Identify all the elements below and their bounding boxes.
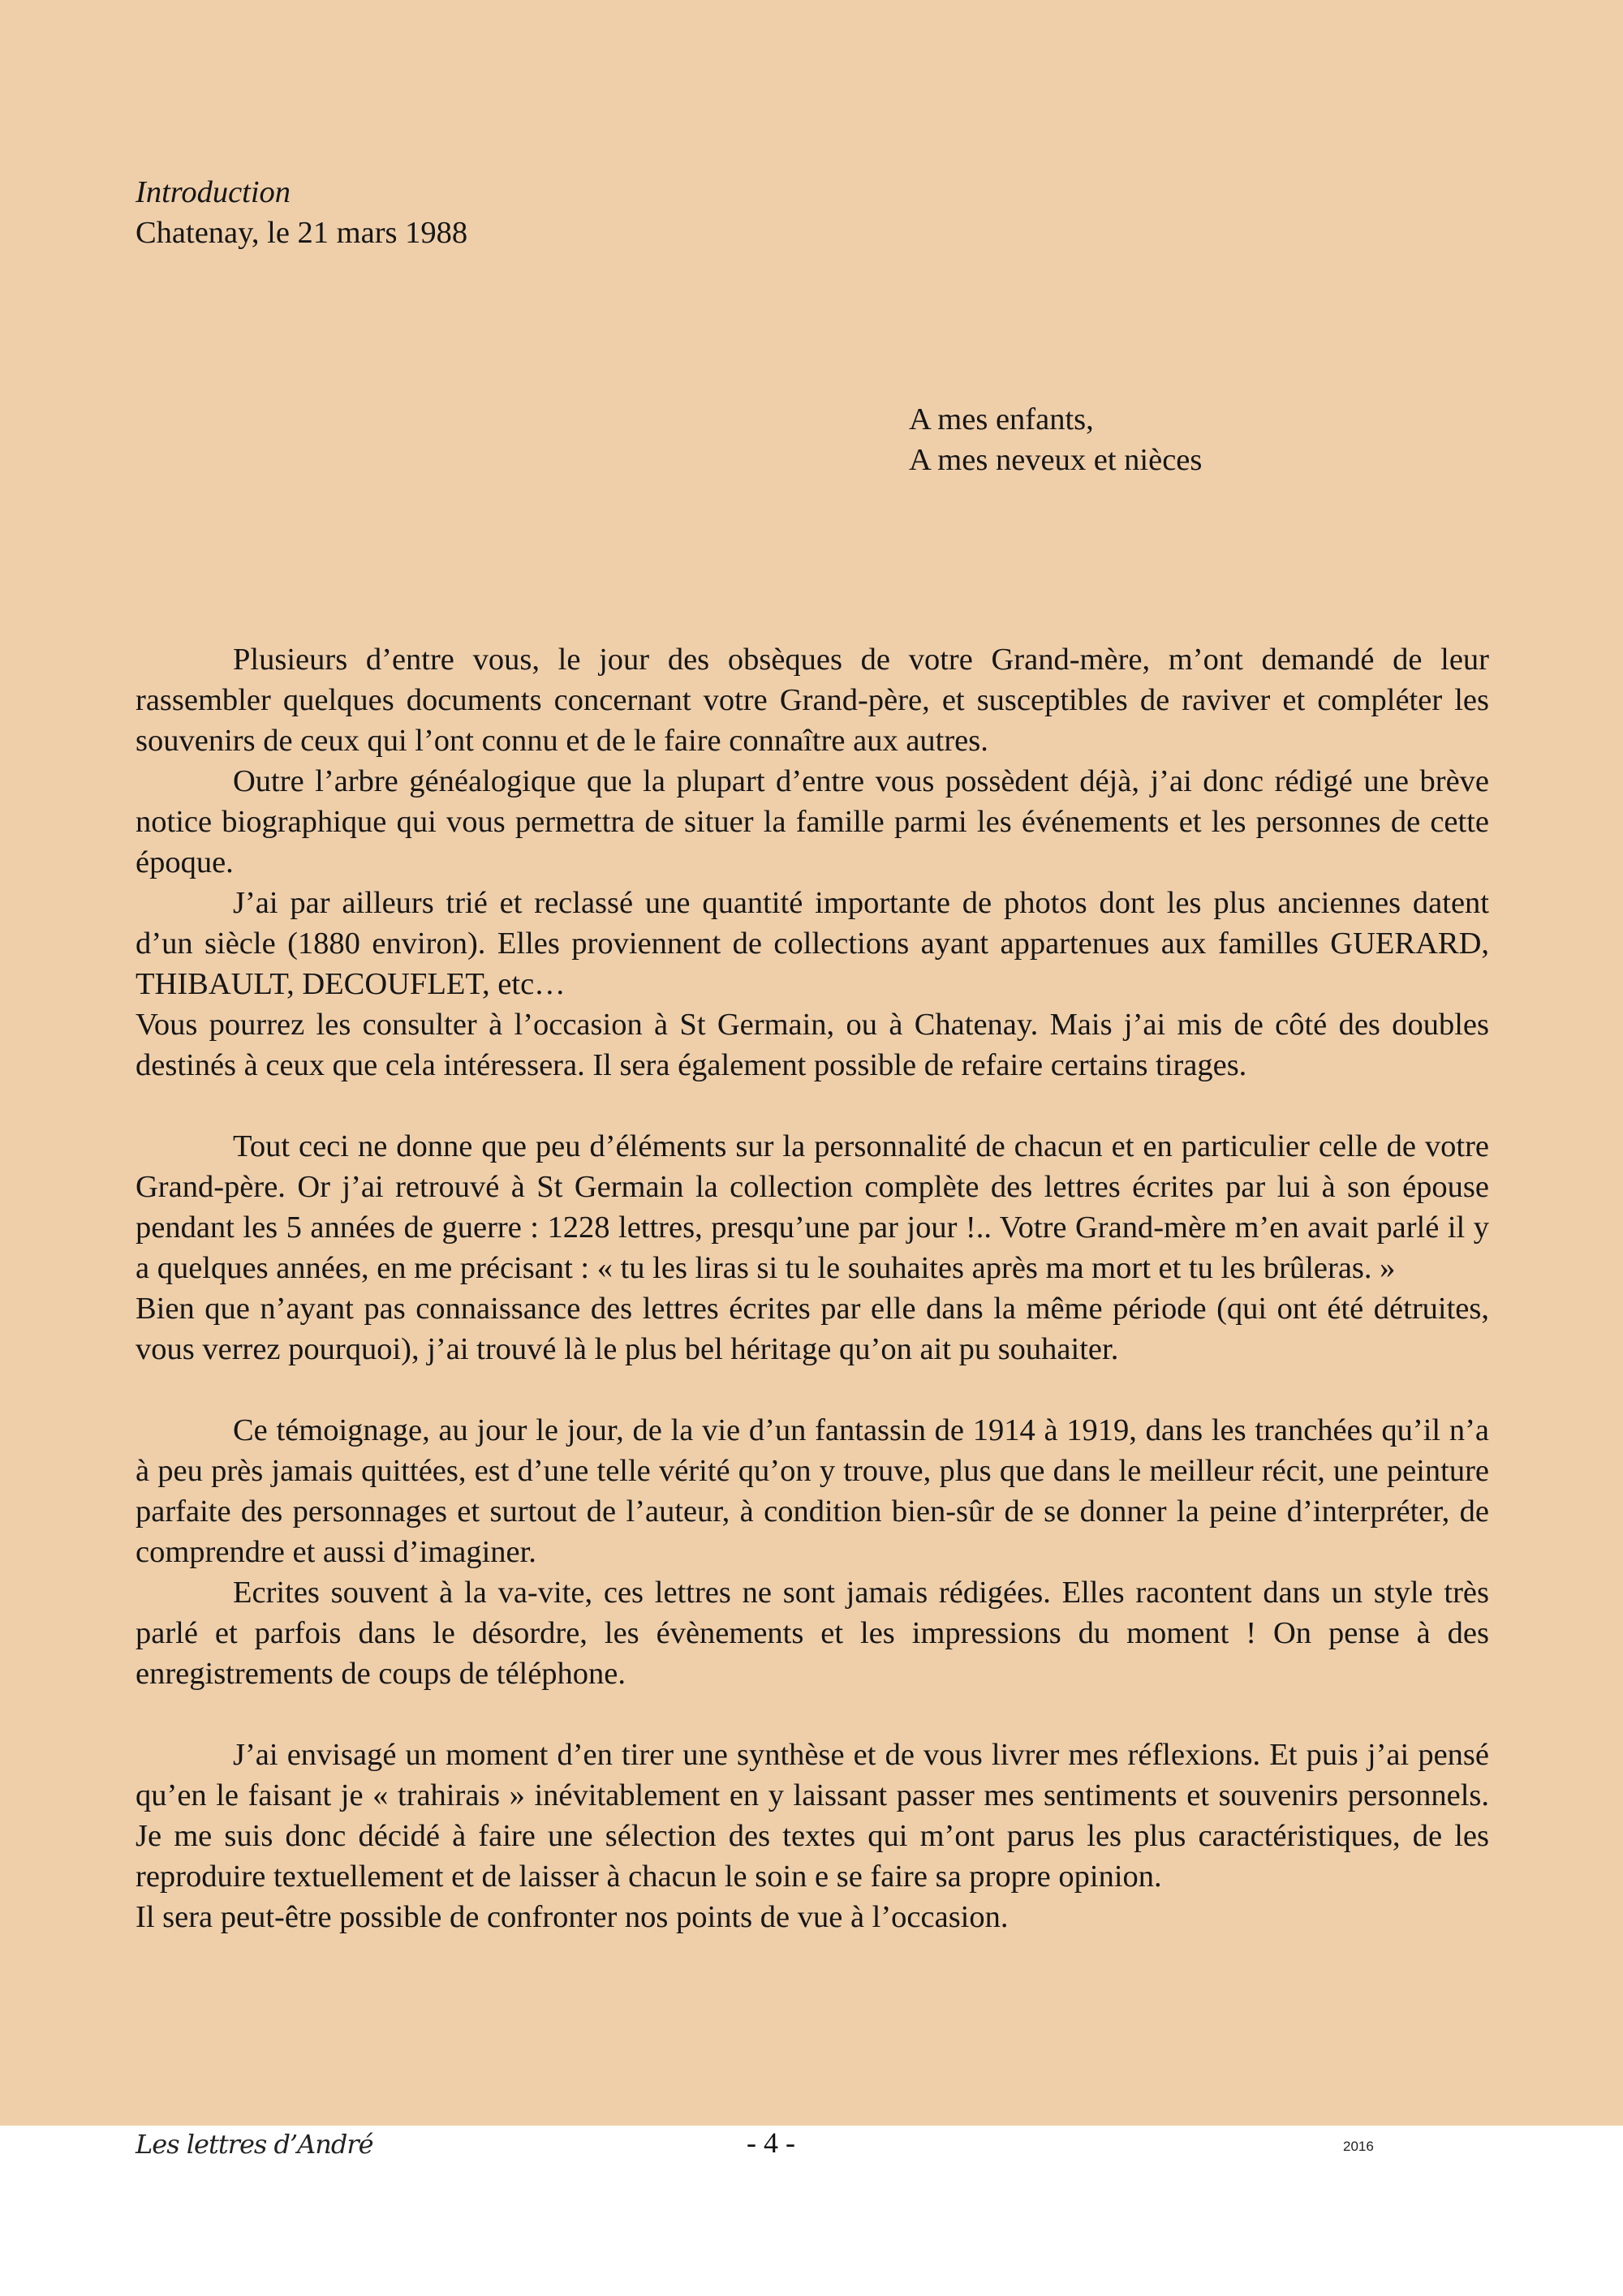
paragraph: Ecrites souvent à la va-vite, ces lettres ne sont jamais rédigées. Elles racontent dans un style très parlé et parfois dans le désordre, les évènements et les impressions du moment ! On pense à des enregistrements de coups de téléphone. bbox=[136, 1576, 1489, 1691]
paragraph: Vous pourrez les consulter à l’occasion à St Germain, ou à Chatenay. Mais j’ai mis de côté des doubles destinés à ceux que cela intéressera. Il sera également possible de refaire certains tirages. bbox=[136, 1008, 1489, 1082]
page-number: - 4 - bbox=[747, 2126, 795, 2159]
paragraph: J’ai par ailleurs trié et reclassé une quantité importante de photos dont les plus anciennes datent d’un siècle (1880 environ). Elles proviennent de collections ayant appartenues aux familles GUERARD, THIBAULT, DECOUFLET, etc… bbox=[136, 886, 1489, 1001]
document-content bbox=[136, 172, 1489, 1937]
page-footer bbox=[0, 2126, 1623, 2174]
dedication-line: A mes neveux et nièces bbox=[909, 443, 1203, 477]
paragraph: Outre l’arbre généalogique que la plupart d’entre vous possèdent déjà, j’ai donc rédigé une brève notice biographique qui vous permettra de situer la famille parmi les événements et les personnes de cette époque. bbox=[136, 764, 1489, 879]
letter-body bbox=[136, 639, 1489, 1937]
dedication bbox=[909, 399, 1489, 480]
paragraph: J’ai envisagé un moment d’en tirer une synthèse et de vous livrer mes réflexions. Et puis j’ai pensé qu’en le faisant je « trahirais » inévitablement en y laissant passer mes sentiments et souvenirs personnels. Je me suis donc décidé à faire une sélection des textes qui m’ont parus les plus caractéristiques, de les reproduire textuellement et de laisser à chacun le soin e se faire sa propre opinion. bbox=[136, 1738, 1489, 1894]
paragraph: Tout ceci ne donne que peu d’éléments sur la personnalité de chacun et en particulier celle de votre Grand-père. Or j’ai retrouvé à St Germain la collection complète des lettres écrites par lui à son épouse pendant les 5 années de guerre : 1228 lettres, presqu’une par jour !.. Votre Grand-mère m’en avait parlé il y a quelques années, en me précisant : « tu les liras si tu le souhaites après ma mort et tu les brûleras. » bbox=[136, 1129, 1489, 1285]
book-title: Les lettres d’André bbox=[136, 2129, 373, 2160]
paragraph: Plusieurs d’entre vous, le jour des obsèques de votre Grand-mère, m’ont demandé de leur rassembler quelques documents concernant votre Grand-père, et susceptibles de raviver et compléter les souvenirs de ceux qui l’ont connu et de le faire connaître aux autres. bbox=[136, 643, 1489, 758]
footer-year: 2016 bbox=[1343, 2139, 1374, 2154]
paragraph: Ce témoignage, au jour le jour, de la vie d’un fantassin de 1914 à 1919, dans les tranchées qu’il n’a à peu près jamais quittées, est d’une telle vérité qu’on y trouve, plus que dans le meilleur récit, une peinture parfaite des personnages et surtout de l’auteur, à condition bien-sûr de se donner la peine d’interpréter, de comprendre et aussi d’imaginer. bbox=[136, 1413, 1489, 1569]
paragraph: Il sera peut-être possible de confronter nos points de vue à l’occasion. bbox=[136, 1900, 1009, 1934]
dedication-line: A mes enfants, bbox=[909, 402, 1094, 436]
section-title: Introduction bbox=[136, 175, 291, 209]
paragraph: Bien que n’ayant pas connaissance des lettres écrites par elle dans la même période (qui ont été détruites, vous verrez pourquoi), j’ai trouvé là le plus bel héritage qu’on ait pu souhaiter. bbox=[136, 1292, 1489, 1366]
date-line: Chatenay, le 21 mars 1988 bbox=[136, 216, 468, 250]
